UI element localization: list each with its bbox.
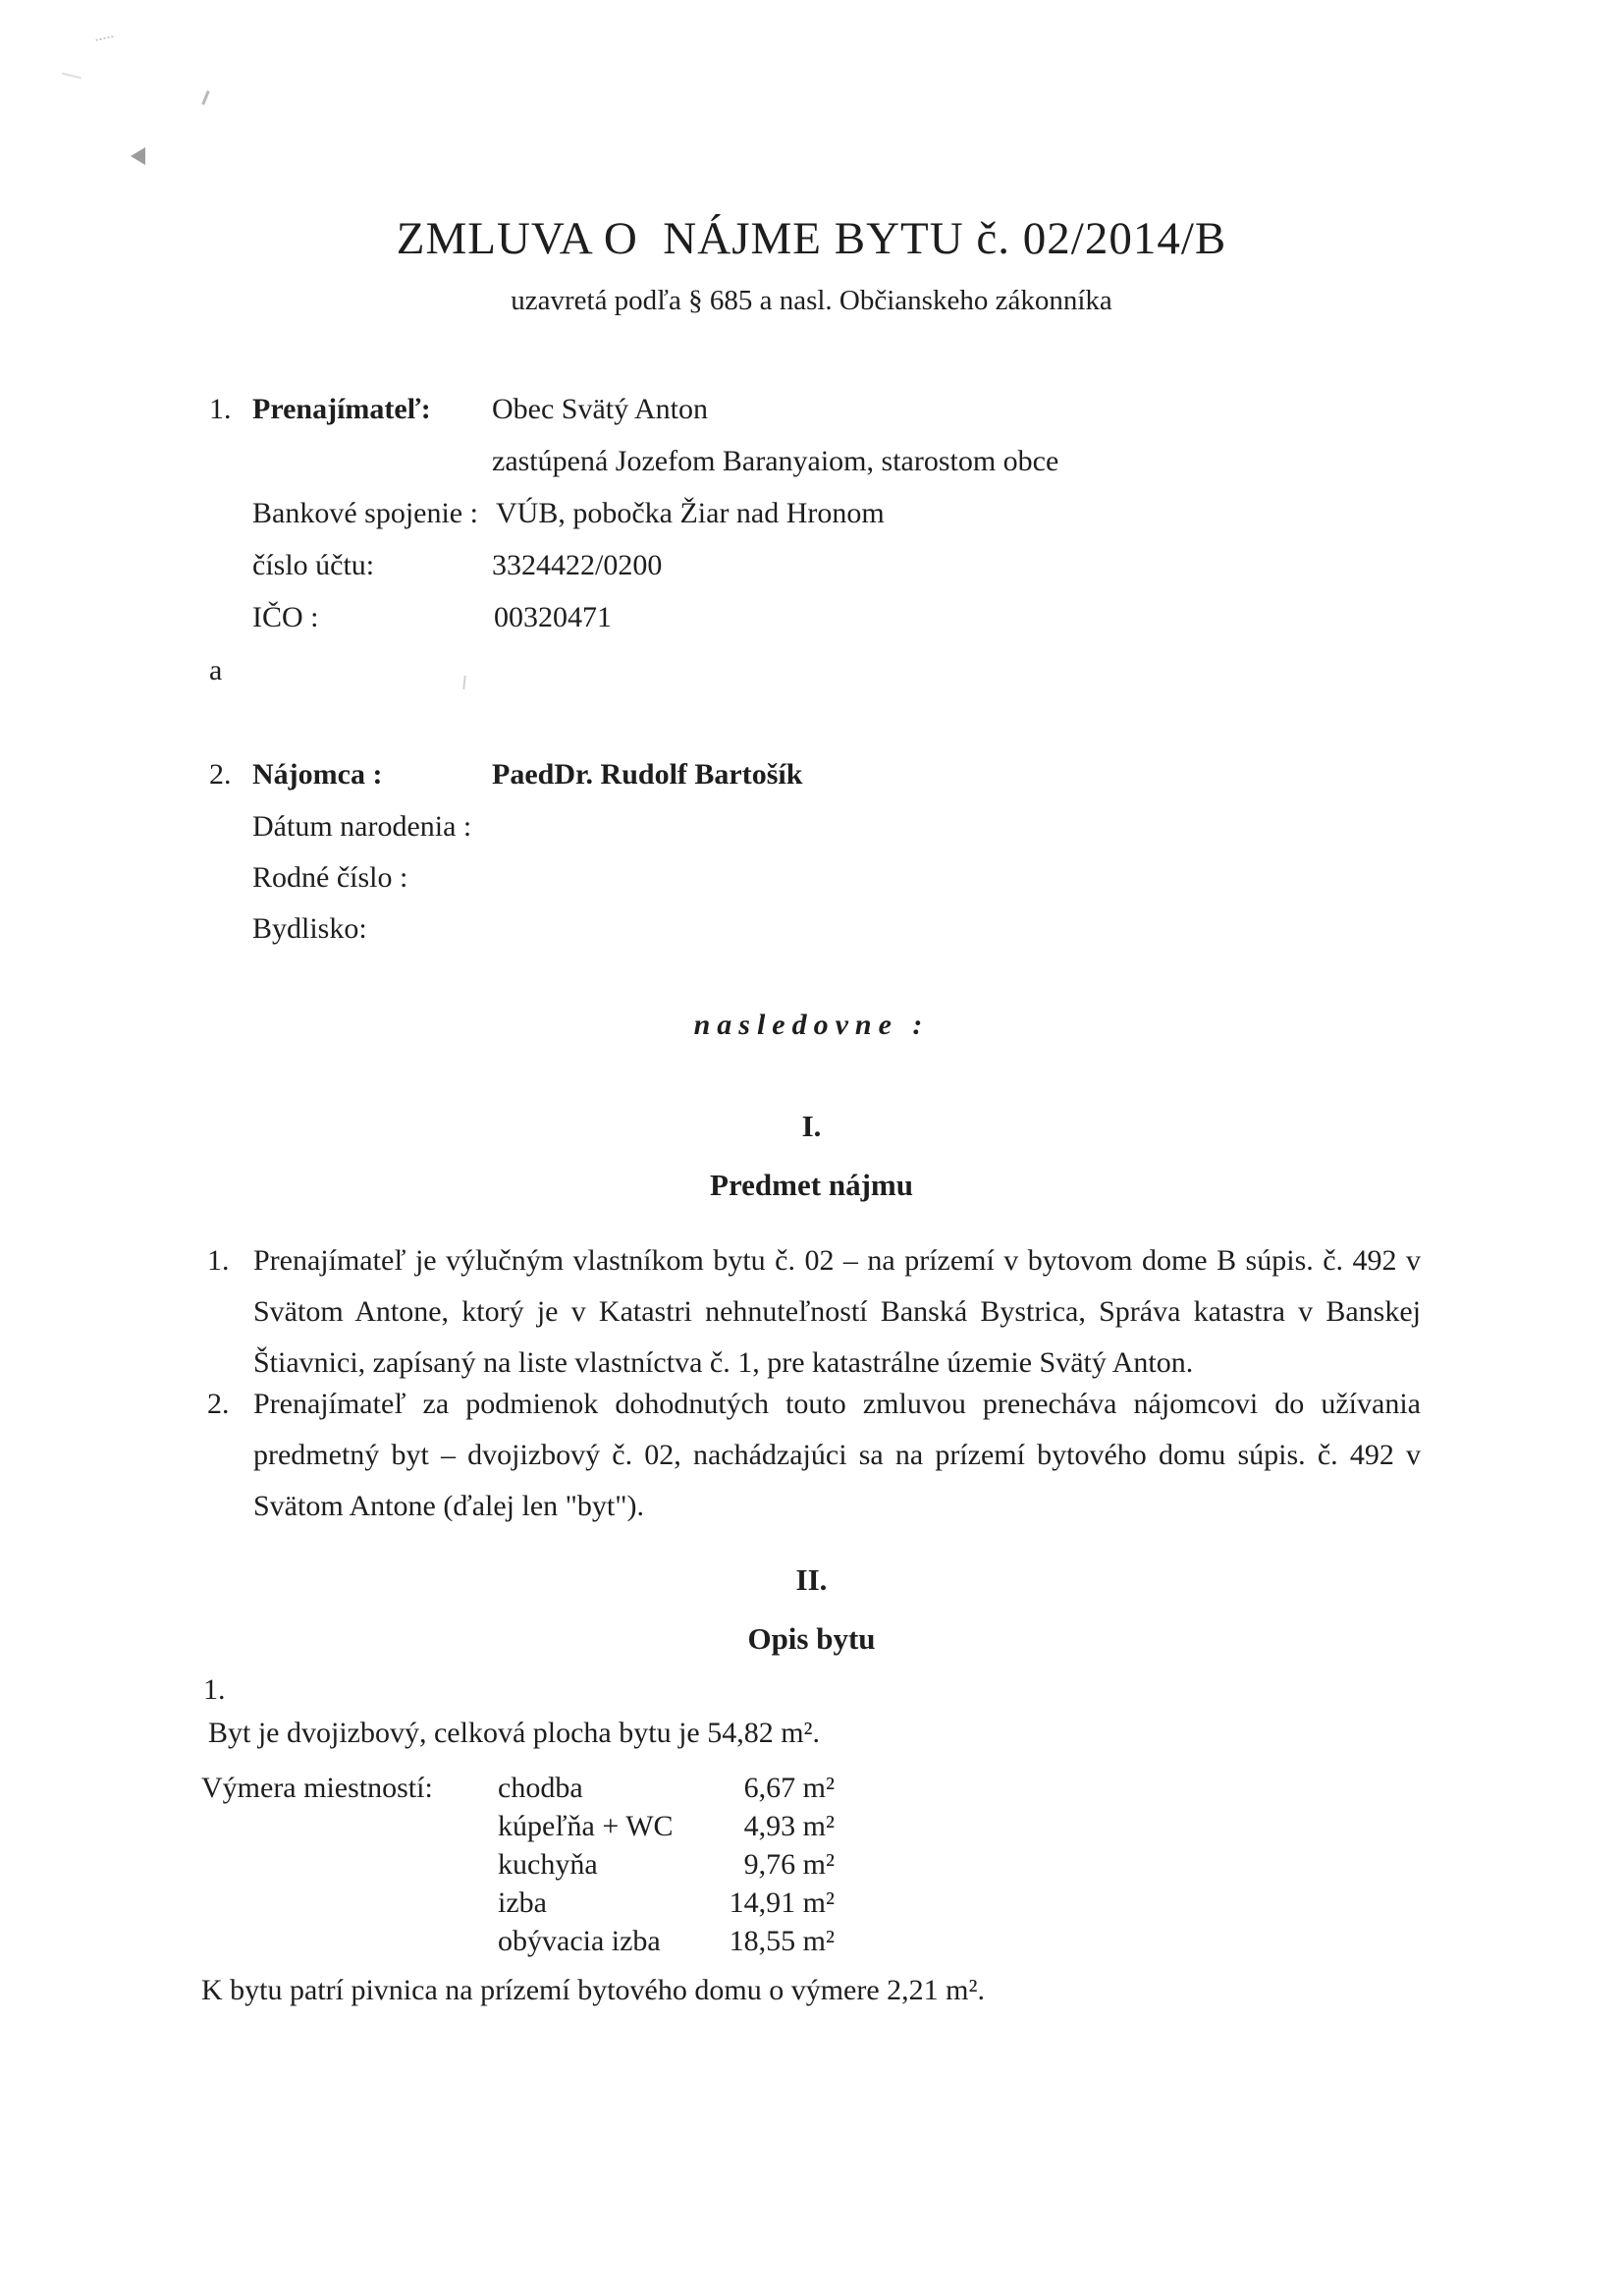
section-1-paragraph-2 — [207, 1379, 1421, 1532]
section-1-paragraph-1 — [207, 1235, 1421, 1389]
room-name: izba — [498, 1886, 547, 1919]
item-1-number: 1. — [203, 1673, 226, 1706]
room-area: 14,91 m² — [729, 1886, 835, 1919]
scan-artifact-mark — [462, 676, 465, 689]
scan-artifact-smudge — [60, 73, 81, 86]
tenant-name: PaedDr. Rudolf Bartošík — [492, 758, 803, 791]
landlord-representation: zastúpená Jozefom Baranyaiom, starostom obce — [492, 445, 1059, 477]
room-name: chodba — [498, 1772, 583, 1804]
room-name: kúpeľňa + WC — [498, 1810, 674, 1842]
rooms-label: Výmera miestností: — [201, 1772, 433, 1804]
room-area: 4,93 m² — [743, 1810, 835, 1842]
room-area: 9,76 m² — [743, 1848, 835, 1881]
birth-date-label: Dátum narodenia : — [252, 810, 472, 843]
landlord-label: Prenajímateľ: — [252, 393, 431, 425]
room-area: 18,55 m² — [729, 1925, 835, 1957]
section-1-heading: Predmet nájmu — [710, 1168, 913, 1202]
account-label: číslo účtu: — [252, 549, 375, 581]
personal-id-label: Rodné číslo : — [252, 861, 408, 894]
section-1-numeral: I. — [801, 1109, 822, 1143]
section-2-numeral: II. — [795, 1562, 828, 1597]
room-name: obývacia izba — [498, 1925, 661, 1957]
scan-artifact-dots — [95, 35, 114, 46]
agreement-intro: nasledovne : — [693, 1009, 930, 1041]
conjunction-a: a — [209, 654, 223, 686]
paragraph-2-number: 2. — [207, 1388, 230, 1420]
bank-value: VÚB, pobočka Žiar nad Hronom — [496, 497, 885, 529]
room-name: kuchyňa — [498, 1848, 598, 1881]
cellar-note: K bytu patrí pivnica na prízemí bytového domu o výmere 2,21 m². — [201, 1974, 985, 2006]
room-area: 6,67 m² — [743, 1772, 835, 1804]
residence-label: Bydlisko: — [252, 912, 367, 945]
tenant-label: Nájomca : — [252, 758, 383, 791]
document-title: ZMLUVA O NÁJME BYTU č. 02/2014/B — [396, 213, 1227, 264]
tenant-number: 2. — [209, 758, 232, 791]
document-subtitle: uzavretá podľa § 685 a nasl. Občianskeho zákonníka — [511, 285, 1112, 316]
paragraph-1-text: Prenajímateľ je výlučným vlastníkom bytu č. 02 – na prízemí v bytovom dome B súpis. č. 492 v Svätom Antone, ktorý je v Katastri nehnuteľností Banská Bystrica, Správa katastra v Banskej Štiavnici, zapísaný na liste vlastníctva č. 1, pre katastrálne územie Svätý Anton. — [253, 1244, 1421, 1379]
ico-label: IČO : — [252, 601, 319, 633]
ico-value: 00320471 — [494, 601, 612, 633]
account-value: 3324422/0200 — [492, 549, 663, 581]
bank-label: Bankové spojenie : — [252, 497, 478, 529]
landlord-name: Obec Svätý Anton — [492, 393, 708, 425]
scan-artifact-tick — [201, 90, 209, 105]
apartment-intro: Byt je dvojizbový, celková plocha bytu je 54,82 m². — [208, 1717, 821, 1749]
scan-artifact-triangle — [131, 147, 145, 165]
paragraph-1-number: 1. — [207, 1244, 230, 1277]
paragraph-2-text: Prenajímateľ za podmienok dohodnutých touto zmluvou prenecháva nájomcovi do užívania predmetný byt – dvojizbový č. 02, nachádzajúci sa na prízemí bytového domu súpis. č. 492 v Svätom Antone (ďalej len "byt"). — [253, 1388, 1421, 1522]
landlord-number: 1. — [209, 393, 232, 425]
section-2-heading: Opis bytu — [747, 1621, 876, 1656]
